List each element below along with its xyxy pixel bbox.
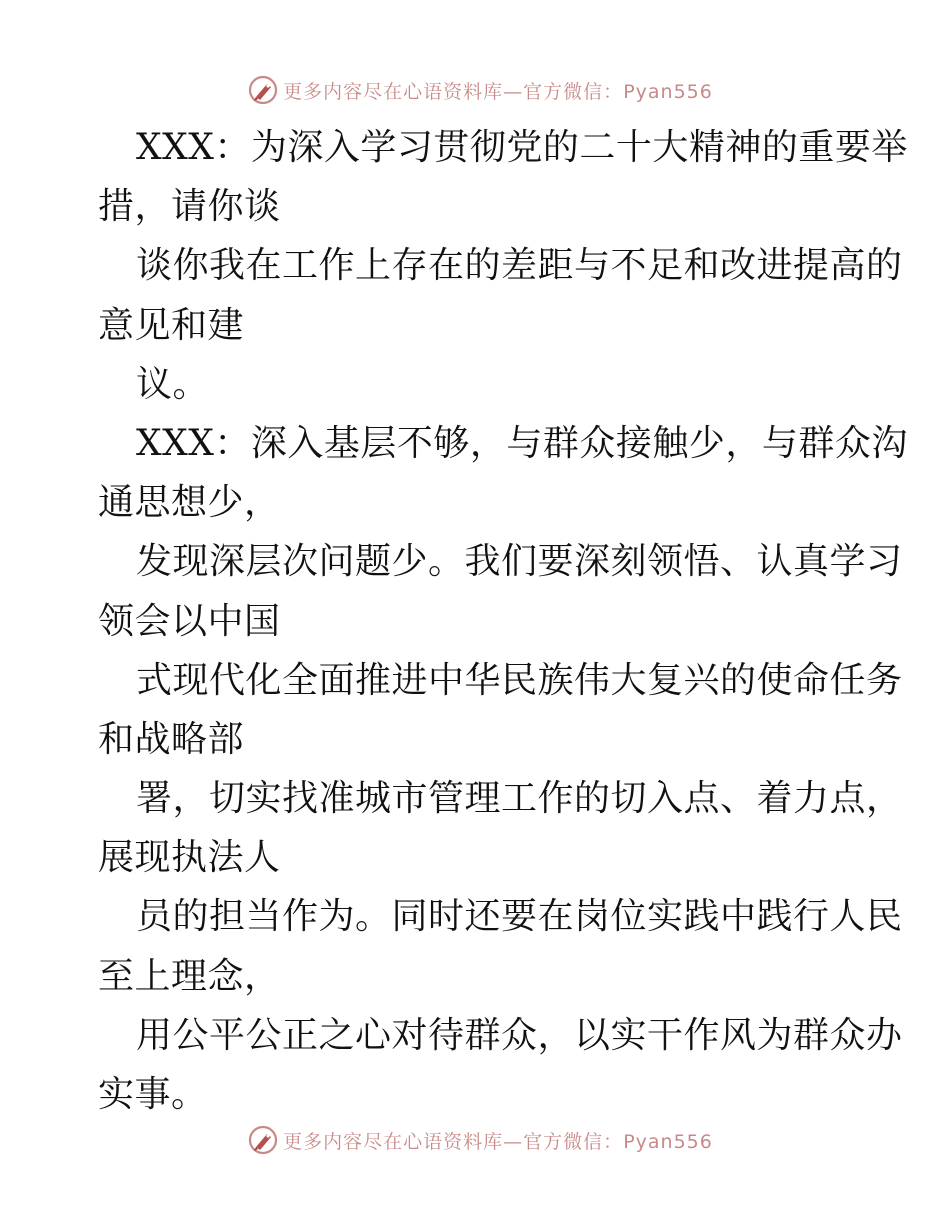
document-line: 领会以中国	[98, 600, 281, 642]
document-line: 措，请你谈	[98, 186, 281, 228]
watermark-wechat-id: Pyan556	[623, 1130, 713, 1153]
document-line: 发现深层次问题少。我们要深刻领悟、认真学习	[136, 541, 903, 583]
watermark-text	[283, 1127, 713, 1154]
footer-watermark	[0, 1120, 950, 1160]
header-watermark-content	[237, 74, 713, 106]
document-line: 员的担当作为。同时还要在岗位实践中践行人民	[136, 896, 903, 938]
watermark-separator: —	[503, 80, 524, 103]
document-line: 和战略部	[98, 718, 245, 760]
document-line: 式现代化全面推进中华民族伟大复兴的使命任务	[136, 659, 903, 701]
document-line: 用公平公正之心对待群众，以实干作风为群众办	[136, 1014, 903, 1056]
document-line: 实事。	[98, 1074, 208, 1115]
footer-watermark-content	[237, 1124, 713, 1156]
document-line: XXX：为深入学习贯彻党的二十大精神的重要举	[136, 127, 908, 168]
header-watermark	[0, 70, 950, 110]
watermark-main-text: 更多内容尽在心语资料库	[283, 1130, 504, 1153]
watermark-separator: —	[503, 1130, 524, 1153]
document-body	[98, 118, 908, 1124]
watermark-wechat-label: 官方微信：	[523, 80, 624, 103]
document-line: 通思想少，	[98, 482, 281, 524]
document-line: 议。	[136, 363, 210, 405]
document-line: 至上理念，	[98, 955, 281, 997]
pen-nib-logo-icon	[247, 1124, 279, 1156]
document-line: 展现执法人	[98, 837, 281, 879]
watermark-text	[283, 77, 713, 104]
pen-nib-logo-icon	[247, 74, 279, 106]
watermark-main-text: 更多内容尽在心语资料库	[283, 80, 504, 103]
document-line: 署，切实找准城市管理工作的切入点、着力点，	[136, 778, 903, 820]
document-line: 意见和建	[98, 304, 245, 346]
watermark-wechat-label: 官方微信：	[523, 1130, 624, 1153]
document-line: 谈你我在工作上存在的差距与不足和改进提高的	[136, 245, 903, 287]
document-line: XXX：深入基层不够，与群众接触少，与群众沟	[136, 422, 908, 464]
watermark-wechat-id: Pyan556	[623, 80, 713, 103]
